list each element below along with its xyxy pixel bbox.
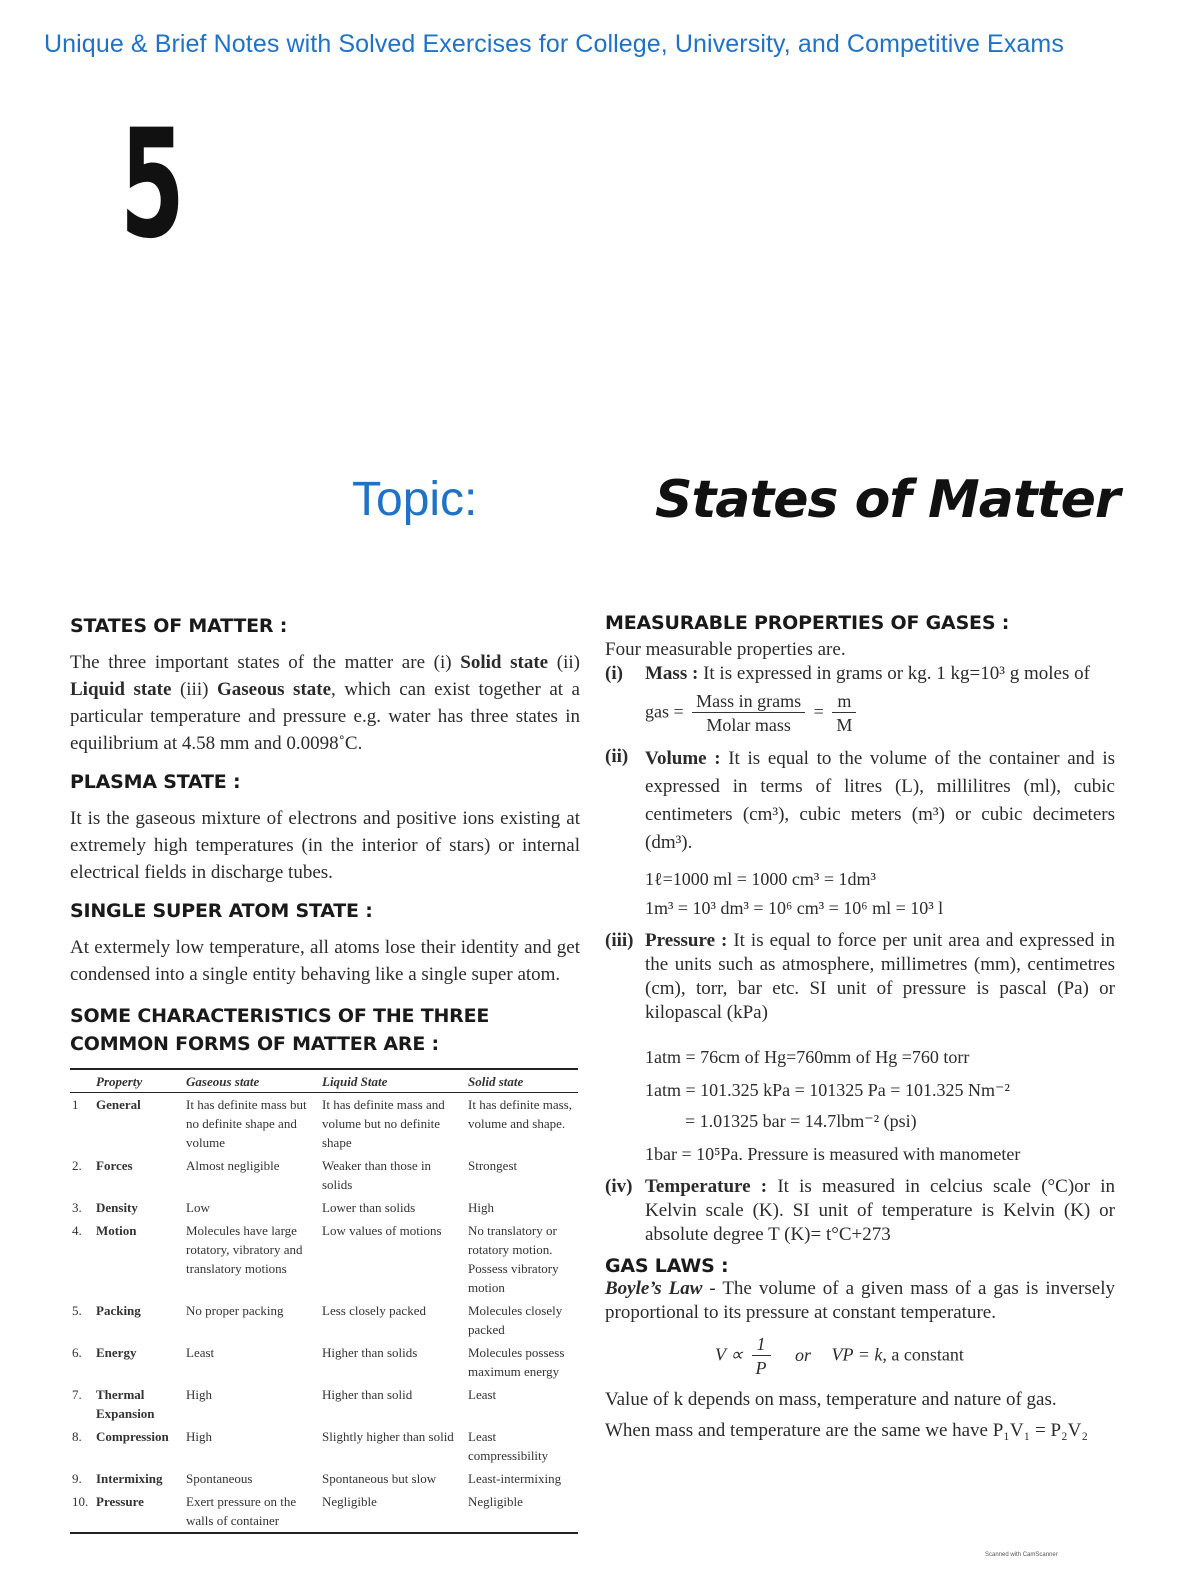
row-liquid: Higher than solid (322, 1387, 413, 1402)
pressure-equation-1: 1atm = 76cm of Hg=760mm of Hg =760 torr (645, 1047, 970, 1067)
row-number: 9. (72, 1471, 82, 1486)
row-gas: Low (186, 1200, 210, 1215)
row-number: 4. (72, 1223, 82, 1238)
row-number: 8. (72, 1429, 82, 1444)
row-solid: No translatory or rotatory motion. Possess vibratory motion (468, 1223, 559, 1295)
row-solid: Least-intermixing (468, 1471, 562, 1486)
pressure-equation-3: = 1.01325 bar = 14.7lbm⁻² (psi) (685, 1111, 917, 1131)
properties-table (70, 1068, 578, 1534)
section-heading-characteristics: SOME CHARACTERISTICS OF THE THREE COMMON FORMS OF MATTER ARE : (70, 1005, 490, 1055)
table-row (70, 1383, 578, 1425)
section-heading-gas-laws: GAS LAWS : (605, 1255, 729, 1277)
row-liquid: Lower than solids (322, 1200, 416, 1215)
table-header-liquid: Liquid State (320, 1069, 466, 1093)
right-column (605, 612, 1115, 1444)
table-header-num (70, 1069, 94, 1093)
left-column (70, 615, 580, 1534)
measurable-intro: Four measurable properties are. (605, 639, 846, 660)
row-gas: High (186, 1387, 212, 1402)
boyles-law-paragraph: Boyle’s Law - The volume of a given mass of a gas is inversely proportional to its pressure at constant temperature. (605, 1278, 1115, 1323)
table-header-gas: Gaseous state (184, 1069, 320, 1093)
table-row (70, 1425, 578, 1467)
row-number: 10. (70, 1490, 94, 1533)
row-liquid: Weaker than those in solids (322, 1158, 432, 1192)
table-row (70, 1341, 578, 1383)
property-pressure: (iii) Pressure : It is equal to force per unit area and expressed in the units such as atmosphere, millimetres (mm), centimetres (cm), torr, bar etc. SI unit of pressure is pascal (Pa) or kilopascal (kPa) (605, 930, 1115, 1023)
table-row (70, 1299, 578, 1341)
plasma-paragraph: It is the gaseous mixture of electrons and positive ions existing at extremely high temperatures (in the interior of stars) or internal electrical fields in discharge tubes. (70, 808, 580, 883)
row-liquid: Low values of motions (322, 1223, 442, 1238)
topic-label: Topic: (352, 473, 478, 526)
table-row (70, 1196, 578, 1219)
mass-equation: gas = $\frac{\text{Mass in grams}}{\text{Molar mass}}$ = $\frac{m}{M}$ (645, 690, 1115, 737)
row-property: Energy (96, 1345, 137, 1360)
row-property: Motion (96, 1223, 137, 1238)
table-row (70, 1490, 578, 1533)
row-number: 6. (72, 1345, 82, 1360)
section-heading-states: STATES OF MATTER : (70, 615, 288, 637)
row-solid: Molecules possess maximum energy (468, 1345, 565, 1379)
row-gas: Exert pressure on the walls of container (184, 1490, 320, 1533)
row-solid: Least (468, 1387, 497, 1402)
row-liquid: Spontaneous but slow (322, 1471, 437, 1486)
row-gas: High (186, 1429, 212, 1444)
row-property: Forces (96, 1158, 133, 1173)
row-property: Density (96, 1200, 138, 1215)
row-number: 7. (72, 1387, 82, 1402)
section-heading-measurable: MEASURABLE PROPERTIES OF GASES : (605, 612, 1010, 634)
property-volume: (ii) Volume : It is equal to the volume of the container and is expressed in terms of litres (L), millilitres (ml), cubic centimeters (cm³), cubic meters (m³) or cubic decimeters (dm³). (605, 746, 1116, 853)
site-banner: Unique & Brief Notes with Solved Exercises for College, University, and Competitive Exams (44, 30, 1064, 58)
property-temperature: (iv) Temperature : It is measured in celcius scale (°C)or in Kelvin scale (K). SI unit of temperature is Kelvin (K) or absolute degree T (K)= t°C+273 (605, 1176, 1115, 1245)
volume-equation-2: 1m³ = 10³ dm³ = 10⁶ cm³ = 10⁶ ml = 10³ l (645, 898, 944, 918)
topic-title: States of Matter (655, 470, 1120, 530)
row-solid: Least compressibility (468, 1429, 549, 1463)
row-number: 3. (72, 1200, 82, 1215)
row-number: 1 (72, 1097, 79, 1112)
row-gas: Almost negligible (186, 1158, 280, 1173)
chapter-number: 5 (120, 98, 185, 272)
row-solid: Negligible (466, 1490, 578, 1533)
section-heading-super-atom: SINGLE SUPER ATOM STATE : (70, 900, 373, 922)
row-liquid: Slightly higher than solid (322, 1429, 454, 1444)
boyles-law-equation: V ∝ $\frac{1}{P}$ or VP = k, a constant (715, 1334, 964, 1378)
row-solid: It has definite mass, volume and shape. (468, 1097, 572, 1131)
row-property: Compression (96, 1429, 169, 1444)
table-header-solid: Solid state (466, 1069, 578, 1093)
table-row (70, 1154, 578, 1196)
row-liquid: Negligible (320, 1490, 466, 1533)
row-property: General (96, 1097, 141, 1112)
property-mass: (i) Mass : It is expressed in grams or kg. 1 kg=10³ g moles of (605, 663, 1090, 684)
row-property: Intermixing (96, 1471, 163, 1486)
table-row (70, 1219, 578, 1299)
pressure-equation-2: 1atm = 101.325 kPa = 101325 Pa = 101.325 Nm⁻² (645, 1080, 1010, 1100)
row-number: 5. (72, 1303, 82, 1318)
row-liquid: It has definite mass and volume but no definite shape (322, 1097, 445, 1150)
volume-equation-1: 1ℓ=1000 ml = 1000 cm³ = 1dm³ (645, 869, 876, 889)
boyles-final-paragraph: When mass and temperature are the same we have P₁V₁ = P₂V₂ (605, 1420, 1089, 1441)
scanner-watermark: Scanned with CamScanner (985, 1552, 1058, 1558)
row-liquid: Less closely packed (322, 1303, 426, 1318)
row-number: 2. (72, 1158, 82, 1173)
boyles-k-paragraph: Value of k depends on mass, temperature and nature of gas. (605, 1389, 1057, 1410)
row-property: Thermal Expansion (96, 1387, 155, 1421)
states-paragraph: The three important states of the matter are (i) Solid state (ii) Liquid state (iii) Gaseous state, which can exist together at a particular temperature and pressure e.g. water has three states in equilibrium at 4.58 mm and 0.0098˚C. (70, 652, 580, 754)
row-gas: Spontaneous (186, 1471, 253, 1486)
row-liquid: Higher than solids (322, 1345, 418, 1360)
row-solid: Molecules closely packed (468, 1303, 563, 1337)
row-gas: Molecules have large rotatory, vibratory and translatory motions (186, 1223, 303, 1276)
row-gas: It has definite mass but no definite shape and volume (186, 1097, 307, 1150)
pressure-equation-4: 1bar = 10⁵Pa. Pressure is measured with manometer (645, 1144, 1021, 1164)
row-solid: Strongest (468, 1158, 518, 1173)
section-heading-plasma: PLASMA STATE : (70, 771, 241, 793)
table-row (70, 1093, 578, 1155)
row-property: Pressure (94, 1490, 184, 1533)
table-header-row (70, 1069, 578, 1093)
row-gas: No proper packing (186, 1303, 284, 1318)
super-atom-paragraph: At extermely low temperature, all atoms lose their identity and get condensed into a single entity behaving like a single super atom. (70, 937, 580, 985)
row-gas: Least (186, 1345, 215, 1360)
table-row (70, 1467, 578, 1490)
row-property: Packing (96, 1303, 141, 1318)
row-solid: High (468, 1200, 494, 1215)
table-header-property: Property (94, 1069, 184, 1093)
